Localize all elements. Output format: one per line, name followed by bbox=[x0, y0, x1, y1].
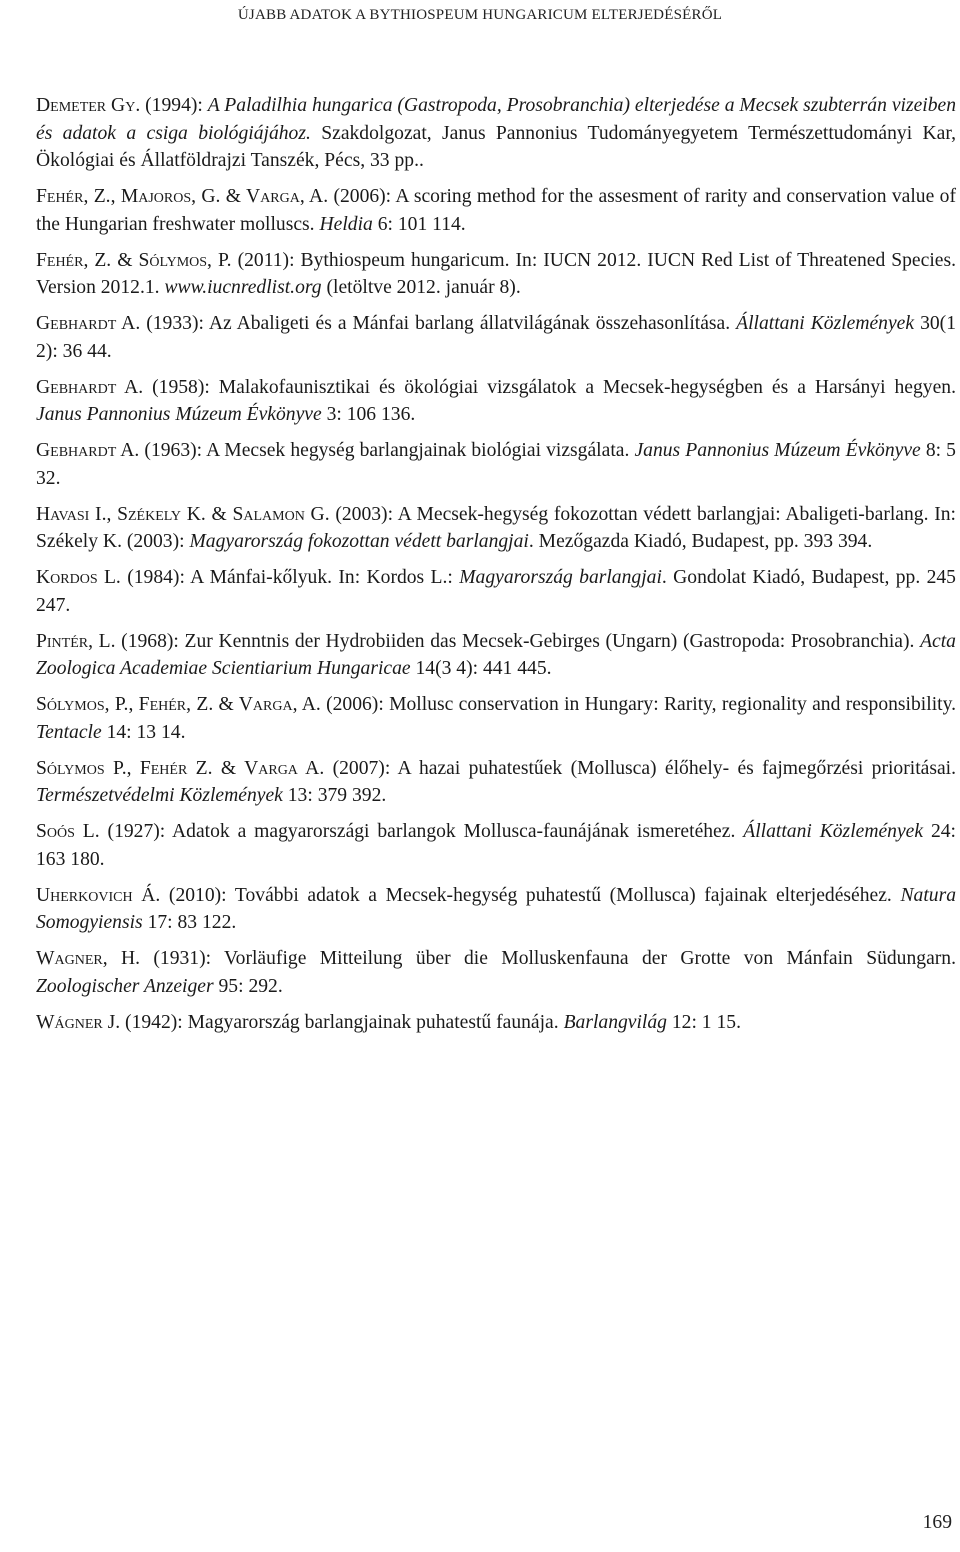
reference-author: Fehér, Z. & Sólymos, P. bbox=[36, 249, 232, 271]
reference-journal: Magyarország fokozottan védett barlangjai bbox=[189, 531, 529, 552]
reference-journal: Állattani Közlemények bbox=[736, 313, 915, 334]
reference-item bbox=[36, 183, 956, 238]
reference-item bbox=[36, 755, 956, 810]
reference-title: A Paladilhia hungarica (Gastropoda, Prosobranchia) elterjedése a Mecsek szubterrán vizeiben és adatok a csiga biológiájához. bbox=[36, 95, 957, 144]
reference-tail: 95: 292. bbox=[213, 975, 283, 997]
reference-journal: Magyarország barlangjai bbox=[459, 567, 662, 588]
reference-journal: Barlangvilág bbox=[563, 1011, 667, 1033]
running-head: ÚJABB ADATOK A BYTHIOSPEUM HUNGARICUM ELTERJEDÉSÉRŐL bbox=[237, 7, 723, 23]
reference-item bbox=[36, 628, 956, 683]
reference-body: (1933): Az Abaligeti és a Mánfai barlang állatvilágának összehasonlítása. bbox=[140, 313, 737, 334]
reference-item bbox=[36, 92, 956, 175]
reference-author: Wagner, H. bbox=[36, 948, 141, 969]
reference-journal: www.iucnredlist.org bbox=[164, 277, 322, 298]
reference-item bbox=[36, 310, 956, 365]
reference-body: (2007): A hazai puhatestűek (Mollusca) élőhely- és fajmegőrzési prioritásai. bbox=[324, 757, 956, 779]
reference-author: Havasi I., Székely K. & Salamon G. bbox=[36, 503, 330, 525]
reference-tail: 17: 83 122. bbox=[142, 912, 237, 933]
reference-journal: Acta Zoologica Academiae Scientiarium Hungaricae bbox=[36, 630, 956, 679]
reference-item bbox=[36, 882, 956, 937]
reference-tail: 14: 13 14. bbox=[101, 721, 186, 743]
reference-item bbox=[36, 374, 956, 429]
reference-author: Kordos L. bbox=[36, 567, 121, 588]
reference-author: Gebhardt A. bbox=[36, 313, 141, 334]
reference-journal: Zoologischer Anzeiger bbox=[36, 975, 214, 997]
reference-author: Pintér, L. bbox=[36, 630, 116, 652]
reference-journal: Tentacle bbox=[36, 721, 102, 743]
reference-tail: Szakdolgozat, Janus Pannonius Tudományegyetem Természettudományi Kar, Ökológiai és Állatföldrajzi Tanszék, Pécs, 33 pp.. bbox=[36, 122, 956, 171]
reference-item bbox=[36, 437, 956, 492]
reference-journal: Heldia bbox=[319, 213, 373, 235]
reference-author: Uherkovich Á. bbox=[36, 884, 161, 906]
reference-body: (1963): A Mecsek hegység barlangjainak biológiai vizsgálata. bbox=[139, 440, 635, 461]
reference-body: (2011): Bythiospeum hungaricum. In: IUCN 2012. IUCN Red List of Threatened Species. Version 2012.1. bbox=[36, 249, 956, 298]
reference-author: Fehér, Z., Majoros, G. & Varga, A. bbox=[36, 186, 329, 207]
reference-journal: Állattani Közlemények bbox=[743, 821, 924, 842]
reference-body: (2003): A Mecsek-hegység fokozottan védett barlangjai: Abaligeti-barlang. In: Székely K. (2003): bbox=[36, 503, 956, 552]
reference-item bbox=[36, 818, 956, 873]
reference-item bbox=[36, 691, 956, 746]
reference-journal: Natura Somogyiensis bbox=[36, 884, 956, 933]
reference-item bbox=[36, 501, 956, 556]
reference-tail: 30(1 2): 36 44. bbox=[36, 313, 956, 362]
reference-body: (1968): Zur Kenntnis der Hydrobiiden das Mecsek-Gebirges (Ungarn) (Gastropoda: Prosobranchia). bbox=[115, 630, 921, 652]
reference-item bbox=[36, 247, 956, 302]
reference-body: (2010): További adatok a Mecsek-hegység puhatestű (Mollusca) fajainak elterjedéséhez. bbox=[160, 884, 901, 906]
reference-body: (1942): Magyarország barlangjainak puhatestű faunája. bbox=[120, 1011, 564, 1033]
reference-body: (1931): Vorläufige Mitteilung über die Molluskenfauna der Grotte von Mánfain Südungarn. bbox=[140, 948, 956, 969]
reference-author: Soós L. bbox=[36, 821, 100, 842]
reference-body: (1958): Malakofaunisztikai és ökológiai vizsgálatok a Mecsek-hegységben és a Harsányi hegyen. bbox=[143, 376, 956, 398]
reference-body: (2006): Mollusc conservation in Hungary: Rarity, regionality and responsibility. bbox=[320, 694, 957, 715]
reference-body: (1927): Adatok a magyarországi barlangok Mollusca-faunájának ismeretéhez. bbox=[99, 821, 744, 842]
reference-tail: 6: 101 114. bbox=[372, 213, 466, 235]
reference-tail: 14(3 4): 441 445. bbox=[410, 658, 552, 679]
reference-body: (1994): bbox=[140, 95, 208, 116]
reference-author: Sólymos P., Fehér Z. & Varga A. bbox=[36, 757, 325, 779]
reference-journal: Természetvédelmi Közlemények bbox=[36, 785, 283, 806]
reference-journal: Janus Pannonius Múzeum Évkönyve bbox=[36, 404, 322, 425]
reference-author: Wágner J. bbox=[36, 1011, 121, 1033]
reference-tail: (letöltve 2012. január 8). bbox=[321, 277, 521, 298]
reference-tail: . Mezőgazda Kiadó, Budapest, pp. 393 394. bbox=[528, 531, 873, 552]
reference-item bbox=[36, 945, 956, 1000]
reference-author: Sólymos, P., Fehér, Z. & Varga, A. bbox=[36, 694, 321, 715]
reference-tail: 8: 5 32. bbox=[36, 440, 956, 489]
page-number: 169 bbox=[922, 1512, 952, 1533]
reference-author: Gebhardt A. bbox=[36, 440, 140, 461]
reference-item bbox=[36, 564, 956, 619]
reference-tail: . Gondolat Kiadó, Budapest, pp. 245 247. bbox=[36, 567, 956, 616]
reference-author: Gebhardt A. bbox=[36, 376, 144, 398]
reference-item bbox=[36, 1009, 956, 1037]
reference-list bbox=[36, 92, 956, 1045]
reference-body: (2006): A scoring method for the assesment of rarity and conservation value of the Hungarian freshwater molluscs. bbox=[36, 186, 956, 235]
reference-tail: 13: 379 392. bbox=[282, 785, 387, 806]
reference-tail: 24: 163 180. bbox=[36, 821, 956, 870]
reference-tail: 3: 106 136. bbox=[321, 404, 416, 425]
reference-body: (1984): A Mánfai-kőlyuk. In: Kordos L.: bbox=[120, 567, 460, 588]
reference-author: Demeter Gy. bbox=[36, 95, 141, 116]
reference-journal: Janus Pannonius Múzeum Évkönyve bbox=[634, 440, 921, 461]
reference-tail: 12: 1 15. bbox=[666, 1011, 741, 1033]
